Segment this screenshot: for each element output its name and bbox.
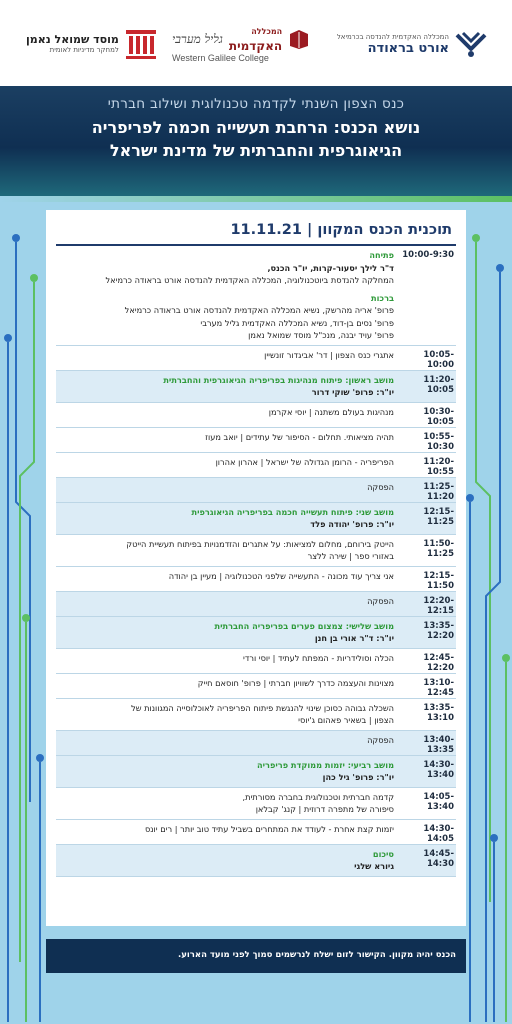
session-chair: ד"ר לילך יסעור-קרות, יו"ר הכנס, <box>267 262 394 273</box>
program-row <box>56 731 456 756</box>
session-heading: פתיחה <box>369 250 394 260</box>
session-time: 10:00-9:30 <box>402 250 454 260</box>
session-time: 11:50-11:25 <box>423 538 454 559</box>
session-heading: סיכום <box>372 848 394 859</box>
session-time: 14:30-13:40 <box>423 759 454 780</box>
session-time: 12:45-12:20 <box>423 652 454 673</box>
session-description <box>56 592 398 616</box>
book-icon <box>288 28 310 50</box>
session-time: 10:05-10:00 <box>423 349 454 370</box>
program-row <box>56 592 456 617</box>
program-row <box>56 246 456 346</box>
session-heading: מושב שלישי: צמצום פערים בפריפריה החברתית <box>214 620 394 631</box>
session-description <box>56 453 398 477</box>
session-line: קדמה חברתית וטכנולוגית בחברה מסורתית, <box>242 791 394 802</box>
session-time: 12:20-12:15 <box>423 595 454 616</box>
program-row <box>56 788 456 820</box>
session-heading: מושב שני: פיתוח תעשייה חכמה בפריפריה הגיאוגרפית <box>191 506 394 517</box>
session-line: הייטק בירוחם, מחלום למציאות: על אתגרים והזדמנויות בפיתוח תעשיית הייטק <box>126 538 394 549</box>
session-line: מצוינות והעצמה כדרך לשוויון חברתי | פרופ' חוסאם חייק <box>197 677 394 688</box>
session-line: פרופ' נסים בן-דוד, נשיא המכללה האקדמית גליל מערבי <box>200 317 394 328</box>
program-row <box>56 674 456 699</box>
session-description <box>56 371 398 402</box>
program-row <box>56 371 456 403</box>
session-description <box>56 503 398 534</box>
session-description <box>56 756 398 787</box>
session-description <box>56 845 398 876</box>
program-row <box>56 478 456 503</box>
program-table <box>56 246 456 877</box>
session-line: יזמות קצת אחרת - לעודד את המתחרים בשביל עתיד טוב יותר | רים יונס <box>144 823 394 834</box>
session-chair: יו"ר: פרופ' יהודה פלד <box>310 519 394 529</box>
program-row <box>56 699 456 731</box>
session-heading: מושב רביעי: יזמות ממוקדת פריפריה <box>257 759 394 770</box>
program-row <box>56 453 456 478</box>
neaman-logo-sub: למחקר מדיניות לאומית <box>49 46 119 54</box>
session-line: תהיה מציאותי. תחלום - הסיפור של עתידים | יואב מעוז <box>205 431 394 442</box>
program-row <box>56 756 456 788</box>
session-line: המחלקה להנדסת ביוטכנולוגיה, המכללה האקדמית להנדסה אורט בראודה כרמיאל <box>105 275 394 285</box>
program-row <box>56 428 456 453</box>
college-script: גליל מערבי <box>172 31 223 46</box>
session-description <box>56 788 398 819</box>
session-time: 14:05-13:40 <box>423 791 454 812</box>
session-description <box>56 674 398 698</box>
program-row <box>56 845 456 877</box>
logo-header <box>0 0 512 86</box>
session-time: 14:30-14:05 <box>423 823 454 844</box>
college-line2: האקדמית <box>228 39 283 53</box>
session-description <box>56 478 398 502</box>
session-line: הפסקה <box>367 595 394 606</box>
session-time: 11:20-10:55 <box>423 456 454 477</box>
conference-theme-line2: הגיאוגרפית והחברתית של מדינת ישראל <box>109 141 403 160</box>
session-time: 12:15-11:25 <box>423 506 454 527</box>
program-card <box>46 210 466 926</box>
program-row <box>56 820 456 845</box>
session-description <box>56 617 398 648</box>
session-description <box>56 567 398 591</box>
columns-icon <box>124 27 158 61</box>
session-time: 11:20-10:05 <box>423 374 454 395</box>
ort-emblem-icon <box>454 29 488 59</box>
session-line: פרופ' עויד יבנה, מנכ"ל מוסד שמואל נאמן <box>248 330 394 340</box>
session-line: אני צריך עוד מכונה - התעשייה שלפני הטכנולוגיה | מעיין בן יהודה <box>168 570 394 581</box>
session-time: 10:30-10:05 <box>423 406 454 427</box>
session-line: באזורי ספר | שירה ללצר <box>307 551 394 561</box>
program-row <box>56 617 456 649</box>
session-line: סיפורה של מתפרה דרוזית | קנג' קבלאן <box>255 804 394 814</box>
session-chair: יו"ר: פרופ' שוקי דרור <box>311 387 394 397</box>
session-line: הצפון | בשאיר פאהום ג'יוסי <box>298 715 394 725</box>
session-line: הכלה וסולידריות - המפתח לעתיד | יוסי ורדי <box>243 652 394 663</box>
session-time: 13:35-12:20 <box>423 620 454 641</box>
hero-banner <box>0 86 512 198</box>
session-description <box>56 246 398 345</box>
session-description <box>56 428 398 452</box>
neaman-institute-logo <box>26 22 158 66</box>
session-time: 13:10-12:45 <box>423 677 454 698</box>
session-chair: יו"ר: פרופ' גיל כהן <box>322 772 394 782</box>
session-line: פרופ' אריה מהרשק, נשיא המכללה האקדמית להנדסה אורט בראודה כרמיאל <box>124 305 394 315</box>
program-row <box>56 346 456 371</box>
session-description <box>56 731 398 755</box>
session-time: 10:55-10:30 <box>423 431 454 452</box>
session-line: הפסקה <box>367 481 394 492</box>
ort-braude-logo <box>337 22 488 66</box>
program-row <box>56 535 456 567</box>
session-chair: גיורא שלגי <box>354 861 394 871</box>
program-row <box>56 567 456 592</box>
ort-logo-sub: המכללה האקדמית להנדסה בכרמיאל <box>336 33 449 41</box>
session-heading: ברכות <box>371 292 394 303</box>
session-line: מנהיגות בעולם משתנה | יוסי אקרמן <box>268 406 394 417</box>
program-row <box>56 403 456 428</box>
session-description <box>56 699 398 730</box>
session-time: 13:40-13:35 <box>423 734 454 755</box>
session-description <box>56 820 398 844</box>
session-time: 14:45-14:30 <box>423 848 454 869</box>
session-chair: יו"ר: ד"ר אורי בן חנן <box>314 633 394 643</box>
program-row <box>56 649 456 674</box>
session-description <box>56 535 398 566</box>
session-description <box>56 346 398 370</box>
program-title: תוכנית הכנס המקוון | 11.11.21 <box>230 222 452 238</box>
session-line: הפסקה <box>367 734 394 745</box>
conference-theme-line1: נושא הכנס: הרחבת תעשייה חכמה לפריפריה <box>91 118 421 137</box>
session-time: 13:35-13:10 <box>423 702 454 723</box>
session-line: אתגרי כנס הצפון | דר' אביגדור זונשיין <box>264 349 394 360</box>
conference-subtitle: כנס הצפון השנתי לקדמה טכנולוגית ושילוב חברתי <box>107 96 405 112</box>
session-time: 12:15-11:50 <box>423 570 454 591</box>
college-line1: המכללה <box>251 27 283 36</box>
session-time: 11:25-11:20 <box>423 481 454 502</box>
session-heading: מושב ראשון: פיתוח מנהיגות בפריפריה הגיאוגרפית והחברתית <box>163 374 394 385</box>
program-row <box>56 503 456 535</box>
session-line: השכלה גבוהה כסוכן שינוי להנגשת פיתוח הפריפריה לאוכלוסייה המגוונות של <box>131 702 394 713</box>
western-galilee-college-logo <box>172 22 310 66</box>
footer-note: הכנס יהיה מקוון. הקישור לזום ישלח לנרשמים סמוך לפני מועד הארוע. <box>46 939 466 973</box>
ort-logo-name: אורט בראודה <box>367 41 449 56</box>
neaman-logo-name: מוסד שמואל נאמן <box>26 33 119 46</box>
session-line: הפריפריה - הרומן הגדולה של ישראל | אהרון אהרון <box>215 456 394 467</box>
session-description <box>56 403 398 427</box>
college-english-name: Western Galilee College <box>172 53 269 63</box>
session-description <box>56 649 398 673</box>
